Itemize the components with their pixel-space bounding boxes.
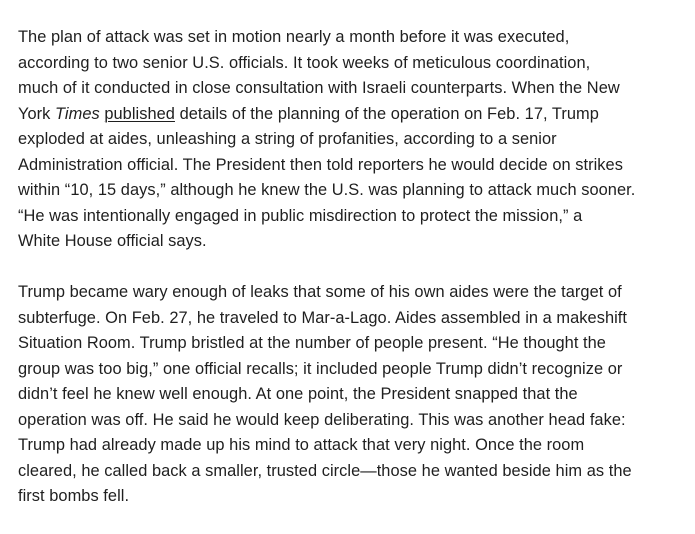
text-line: The plan of attack was set in motion nearly a month before it was executed,: [18, 28, 570, 46]
text-line: Administration official. The President then told reporters he would decide on strikes: [18, 155, 623, 174]
text-line: didn’t feel he knew well enough. At one point, the President snapped that the: [18, 385, 578, 403]
article-body: [18, 25, 678, 510]
text-segment: York: [18, 104, 55, 123]
text-segment: details of the planning of the operation on Feb. 17, Trump: [174, 104, 599, 123]
text-line: White House official says.: [18, 232, 207, 250]
text-line: [18, 102, 678, 128]
published-link[interactable]: published: [104, 104, 175, 123]
text-line: group was too big,” one official recalls; it included people Trump didn’t recognize or: [18, 359, 623, 378]
paragraph-1: [18, 25, 678, 255]
text-line: exploded at aides, unleashing a string of profanities, according to a senior: [18, 130, 557, 148]
text-line: according to two senior U.S. officials. It took weeks of meticulous coordination,: [18, 53, 591, 72]
text-line: within “10, 15 days,” although he knew the U.S. was planning to attack much sooner.: [18, 181, 636, 199]
text-line: Trump had already made up his mind to attack that very night. Once the room: [18, 436, 585, 454]
text-line: Trump became wary enough of leaks that some of his own aides were the target of: [18, 283, 622, 301]
text-line: cleared, he called back a smaller, trusted circle—those he wanted beside him as the: [18, 461, 632, 480]
text-line: much of it conducted in close consultation with Israeli counterparts. When the New: [18, 79, 620, 97]
text-line: first bombs fell.: [18, 487, 130, 505]
text-line: Situation Room. Trump bristled at the number of people present. “He thought the: [18, 334, 606, 352]
text-line: subterfuge. On Feb. 27, he traveled to Mar-a-Lago. Aides assembled in a makeshift: [18, 308, 628, 327]
publication-name: Times: [55, 104, 100, 123]
text-line: operation was off. He said he would keep deliberating. This was another head fake:: [18, 410, 626, 429]
paragraph-2: [18, 280, 678, 510]
text-line: “He was intentionally engaged in public misdirection to protect the mission,” a: [18, 206, 583, 225]
